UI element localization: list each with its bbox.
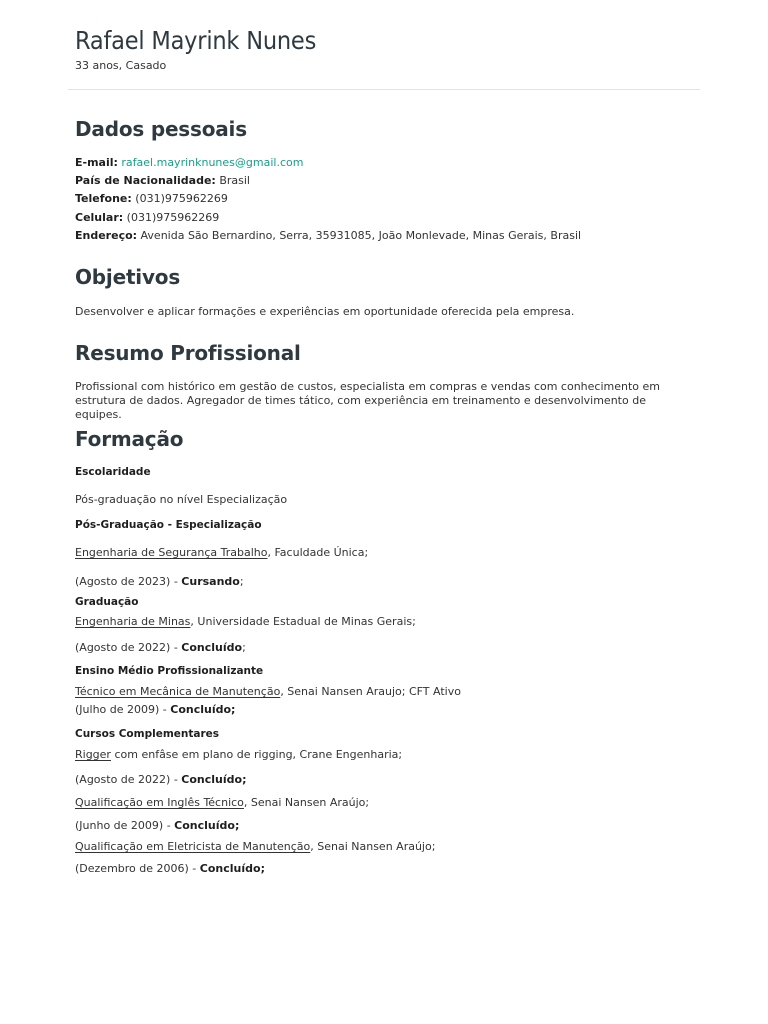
tecnico-date-row	[75, 703, 235, 717]
endereco-row	[75, 229, 581, 243]
curso-rigger-date: (Agosto de 2022) -	[75, 773, 182, 786]
pos-graduacao-institution: , Faculdade Única;	[267, 546, 369, 559]
escolaridade-value: Pós-graduação no nível Especialização	[75, 493, 288, 506]
section-title-resumo-profissional: Resumo Profissional	[75, 341, 301, 365]
section-title-dados-pessoais: Dados pessoais	[75, 117, 247, 141]
pos-graduacao-date-row	[75, 575, 244, 589]
nacionalidade-label: País de Nacionalidade:	[75, 174, 216, 187]
curso-ingles-date-row	[75, 819, 239, 833]
email-row	[75, 156, 303, 170]
graduacao-row	[75, 615, 416, 629]
curso-eletricista-row	[75, 840, 435, 854]
telefone-label: Telefone:	[75, 192, 132, 205]
pos-graduacao-status: Cursando	[181, 575, 240, 588]
graduacao-end: ;	[242, 641, 246, 654]
curso-eletricista-date: (Dezembro de 2006) -	[75, 862, 200, 875]
curso-rigger-row	[75, 748, 402, 762]
curso-rigger-course: Rigger	[75, 748, 111, 761]
celular-row	[75, 211, 219, 225]
tecnico-date: (Julho de 2009) -	[75, 703, 171, 716]
graduacao-date-row	[75, 641, 246, 655]
nacionalidade-value: Brasil	[219, 174, 250, 187]
pos-graduacao-course: Engenharia de Segurança Trabalho	[75, 546, 268, 559]
curso-eletricista-date-row	[75, 862, 265, 876]
candidate-subtitle: 33 anos, Casado	[75, 59, 167, 72]
pos-graduacao-heading: Pós-Graduação - Especialização	[75, 519, 262, 531]
graduacao-course: Engenharia de Minas	[75, 615, 191, 628]
graduacao-heading: Graduação	[75, 596, 139, 608]
curso-rigger-institution: com enfâse em plano de rigging, Crane Engenharia;	[110, 748, 403, 761]
curso-eletricista-institution: , Senai Nansen Araújo;	[310, 840, 436, 853]
cursos-heading: Cursos Complementares	[75, 728, 220, 740]
curso-rigger-date-row	[75, 773, 246, 787]
telefone-row	[75, 192, 228, 206]
pos-graduacao-row	[75, 546, 368, 560]
candidate-name: Rafael Mayrink Nunes	[75, 26, 317, 55]
tecnico-heading: Ensino Médio Profissionalizante	[75, 665, 264, 677]
nacionalidade-row	[75, 174, 250, 188]
curso-ingles-course: Qualificação em Inglês Técnico	[75, 796, 244, 809]
section-title-formacao: Formação	[75, 427, 184, 451]
curso-ingles-row	[75, 796, 369, 810]
graduacao-status: Concluído	[181, 641, 243, 654]
graduacao-institution: , Universidade Estadual de Minas Gerais;	[190, 615, 416, 628]
curso-ingles-institution: , Senai Nansen Araújo;	[243, 796, 370, 809]
pos-graduacao-date: (Agosto de 2023) -	[75, 575, 182, 588]
tecnico-institution: , Senai Nansen Araujo; CFT Ativo	[280, 685, 461, 698]
objetivos-text: Desenvolver e aplicar formações e experiências em oportunidade oferecida pela empresa.	[75, 305, 575, 318]
endereco-label: Endereço:	[75, 229, 138, 242]
resume-header	[75, 26, 316, 72]
curso-ingles-status: Concluído;	[174, 819, 240, 832]
curso-eletricista-status: Concluído;	[199, 862, 265, 875]
header-divider	[68, 89, 700, 90]
email-label: E-mail:	[75, 156, 118, 169]
resumo-text: Profissional com histórico em gestão de custos, especialista em compras e vendas com conhecimento em estrutura de dados. Agregador de times tático, com experiência em treinamento e desenvolvimento de equipes.	[75, 380, 660, 421]
celular-label: Celular:	[75, 211, 124, 224]
email-link[interactable]: rafael.mayrinknunes@gmail.com	[121, 156, 304, 169]
graduacao-date: (Agosto de 2022) -	[75, 641, 182, 654]
tecnico-status: Concluído;	[170, 703, 236, 716]
tecnico-row	[75, 685, 461, 699]
endereco-value: Avenida São Bernardino, Serra, 35931085, João Monlevade, Minas Gerais, Brasil	[140, 229, 582, 242]
tecnico-course: Técnico em Mecânica de Manutenção	[75, 685, 281, 698]
escolaridade-heading: Escolaridade	[75, 466, 151, 478]
celular-value: (031)975962269	[126, 211, 220, 224]
curso-rigger-status: Concluído;	[181, 773, 247, 786]
curso-ingles-date: (Junho de 2009) -	[75, 819, 175, 832]
section-title-objetivos: Objetivos	[75, 265, 181, 289]
telefone-value: (031)975962269	[135, 192, 228, 205]
pos-graduacao-end: ;	[239, 575, 244, 588]
curso-eletricista-course: Qualificação em Eletricista de Manutenção	[75, 840, 311, 853]
